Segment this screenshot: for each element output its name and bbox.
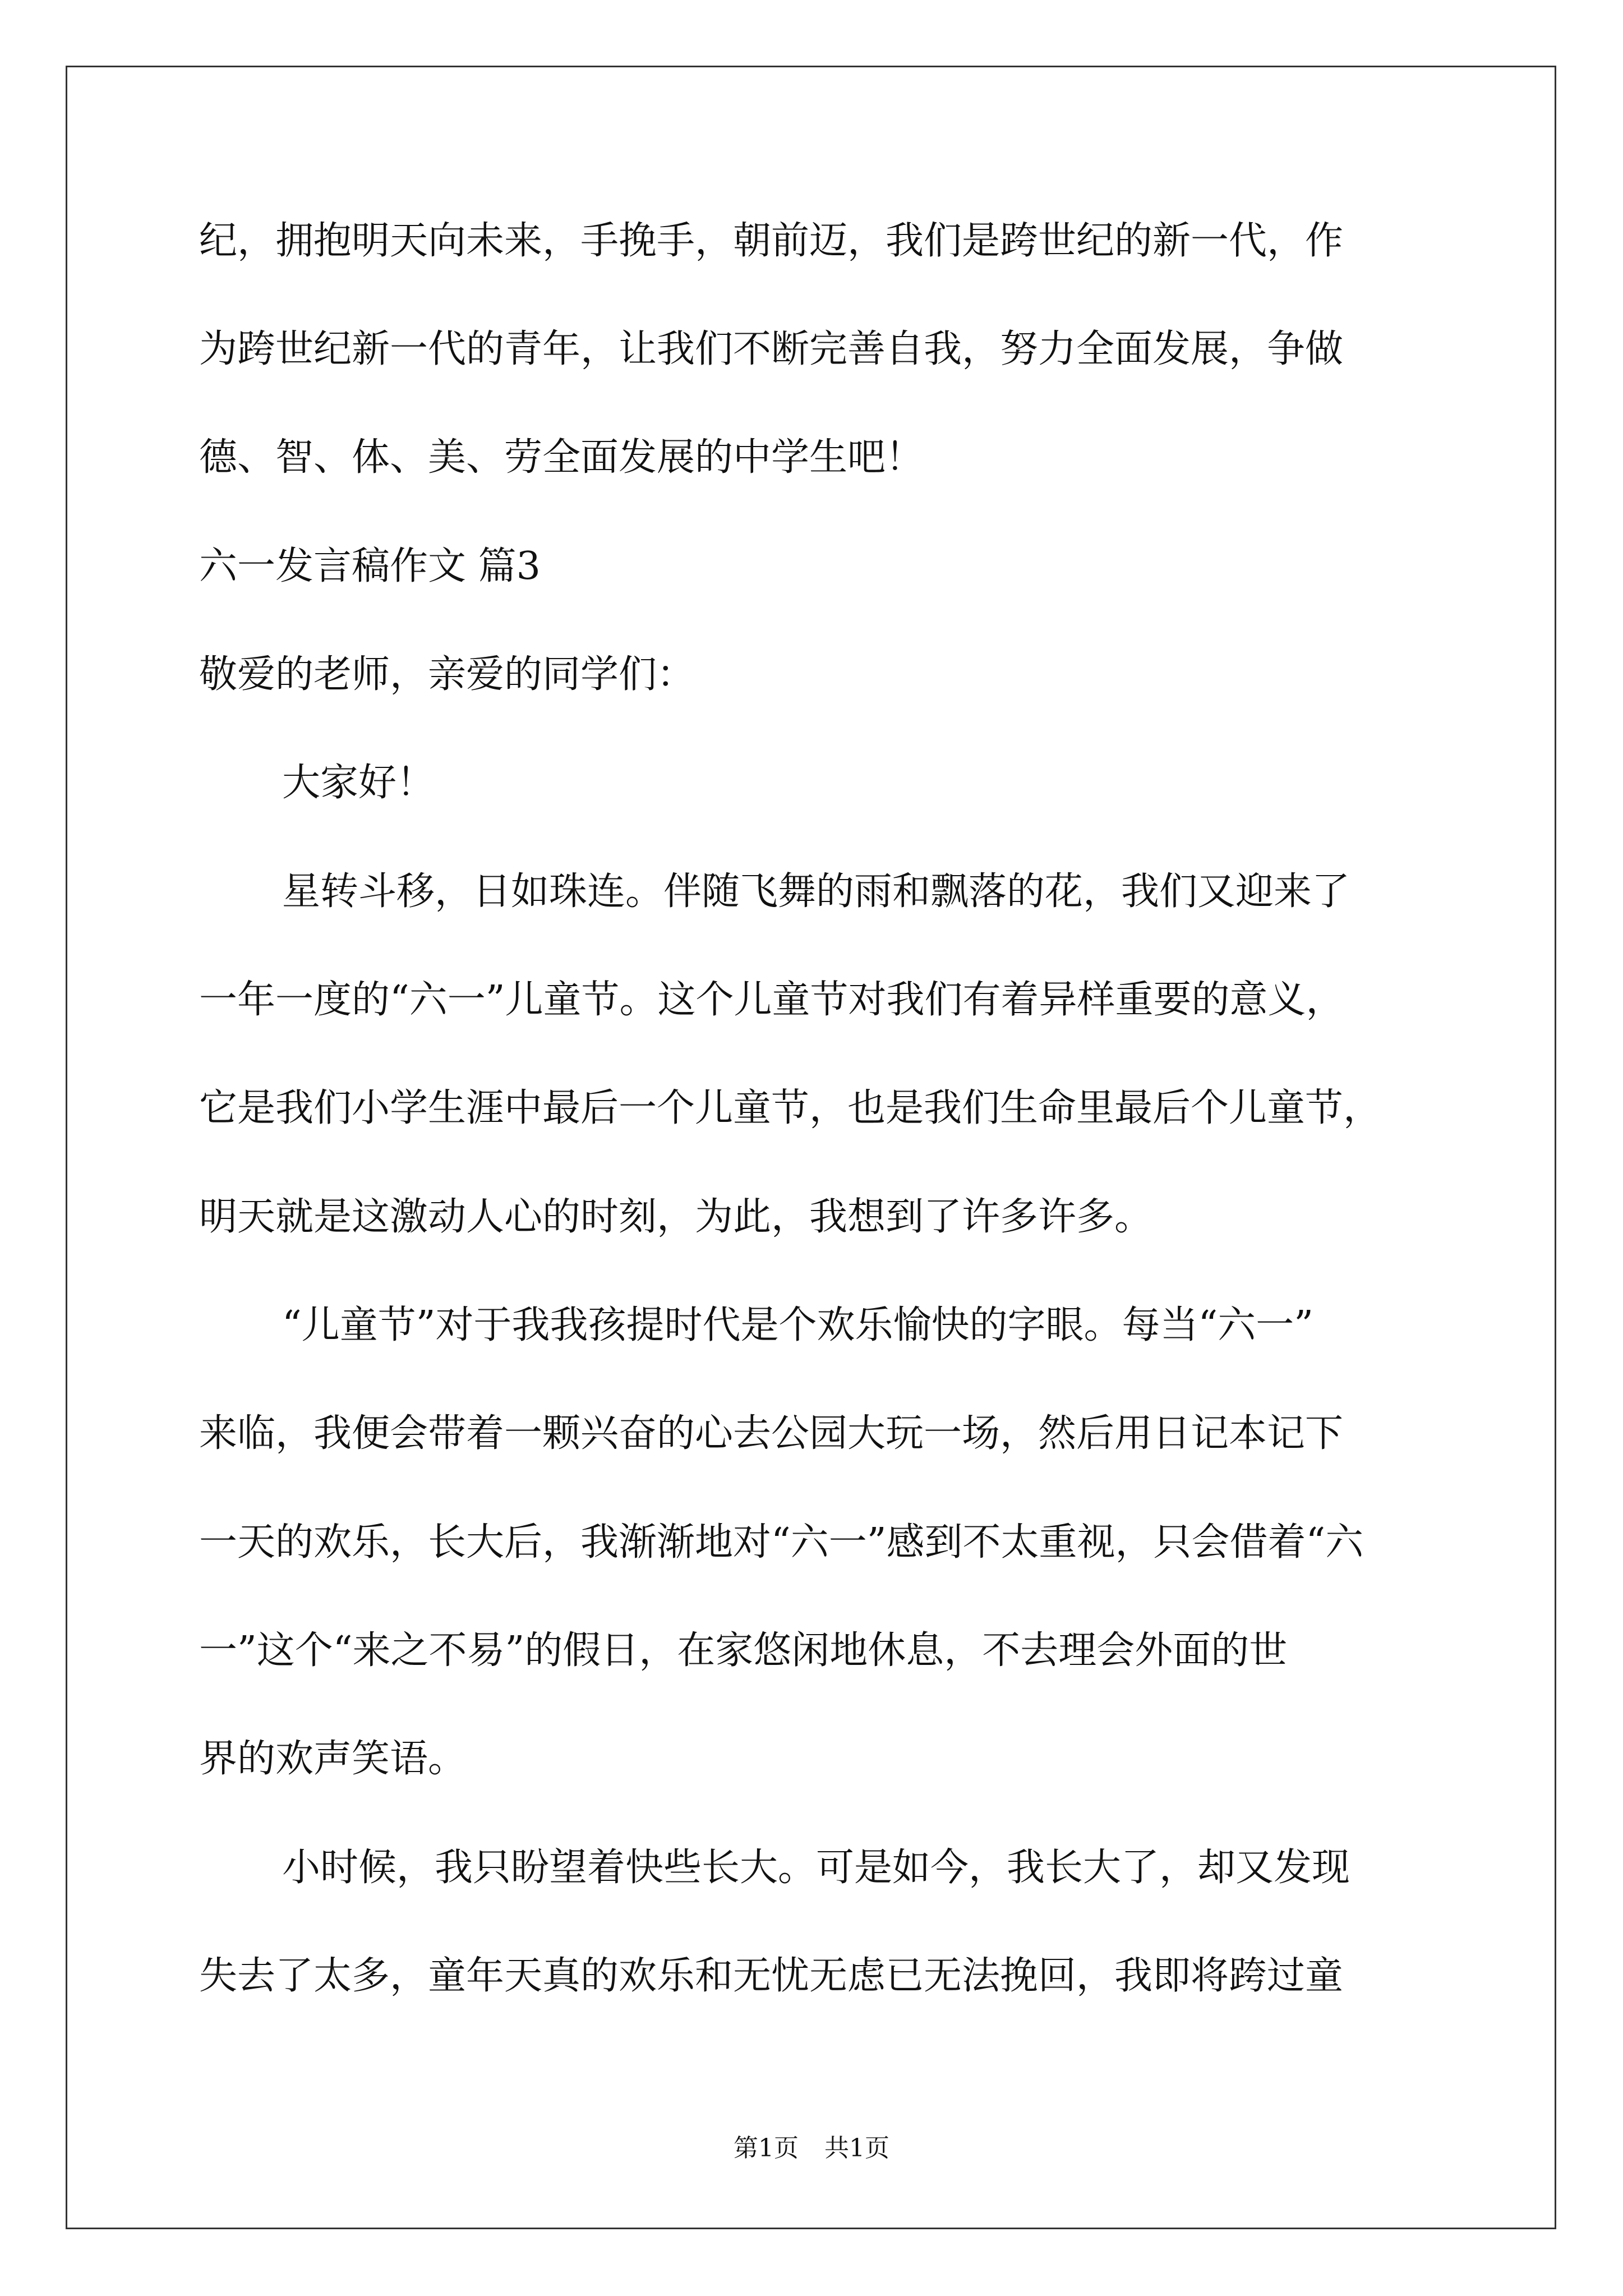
paragraph-line: 界的欢声笑语。	[199, 1737, 467, 1781]
paragraph-line: 纪，拥抱明天向未来，手挽手，朝前迈，我们是跨世纪的新一代，作	[199, 219, 1344, 263]
paragraph-line: 一天的欢乐，长大后，我渐渐地对“六一”感到不太重视，只会借着“六	[199, 1520, 1364, 1565]
paragraph-line: 失去了太多，童年天真的欢乐和无忧无虑已无法挽回，我即将跨过童	[199, 1954, 1344, 1998]
paragraph-line: 明天就是这激动人心的时刻，为此，我想到了许多许多。	[199, 1195, 1153, 1239]
greeting: 大家好！	[282, 761, 435, 805]
paragraph-line: 星转斗移，日如珠连。伴随飞舞的雨和飘落的花，我们又迎来了	[282, 869, 1350, 914]
page-border	[66, 66, 1556, 2229]
page-total: 共1页	[824, 2134, 889, 2162]
page-footer	[0, 2132, 1623, 2165]
paragraph-line: 为跨世纪新一代的青年，让我们不断完善自我，努力全面发展，争做	[199, 327, 1344, 371]
paragraph-line: 德、智、体、美、劳全面发展的中学生吧！	[199, 435, 924, 480]
paragraph-line: 来临，我便会带着一颗兴奋的心去公园大玩一场，然后用日记本记下	[199, 1411, 1344, 1456]
salutation: 敬爱的老师，亲爱的同学们：	[199, 652, 695, 697]
paragraph-line: 一”这个“来之不易”的假日，在家悠闲地休息，不去理会外面的世	[199, 1628, 1288, 1673]
page-number: 第1页	[734, 2134, 799, 2162]
section-heading: 六一发言稿作文 篇3	[199, 544, 541, 588]
paragraph-line: 小时候，我只盼望着快些长大。可是如今，我长大了，却又发现	[282, 1846, 1350, 1890]
paragraph-line: 它是我们小学生涯中最后一个儿童节，也是我们生命里最后个儿童节，	[199, 1086, 1382, 1130]
paragraph-line: 一年一度的“六一”儿童节。这个儿童节对我们有着异样重要的意义，	[199, 978, 1344, 1022]
paragraph-line: “儿童节”对于我我孩提时代是个欢乐愉快的字眼。每当“六一”	[282, 1303, 1314, 1347]
